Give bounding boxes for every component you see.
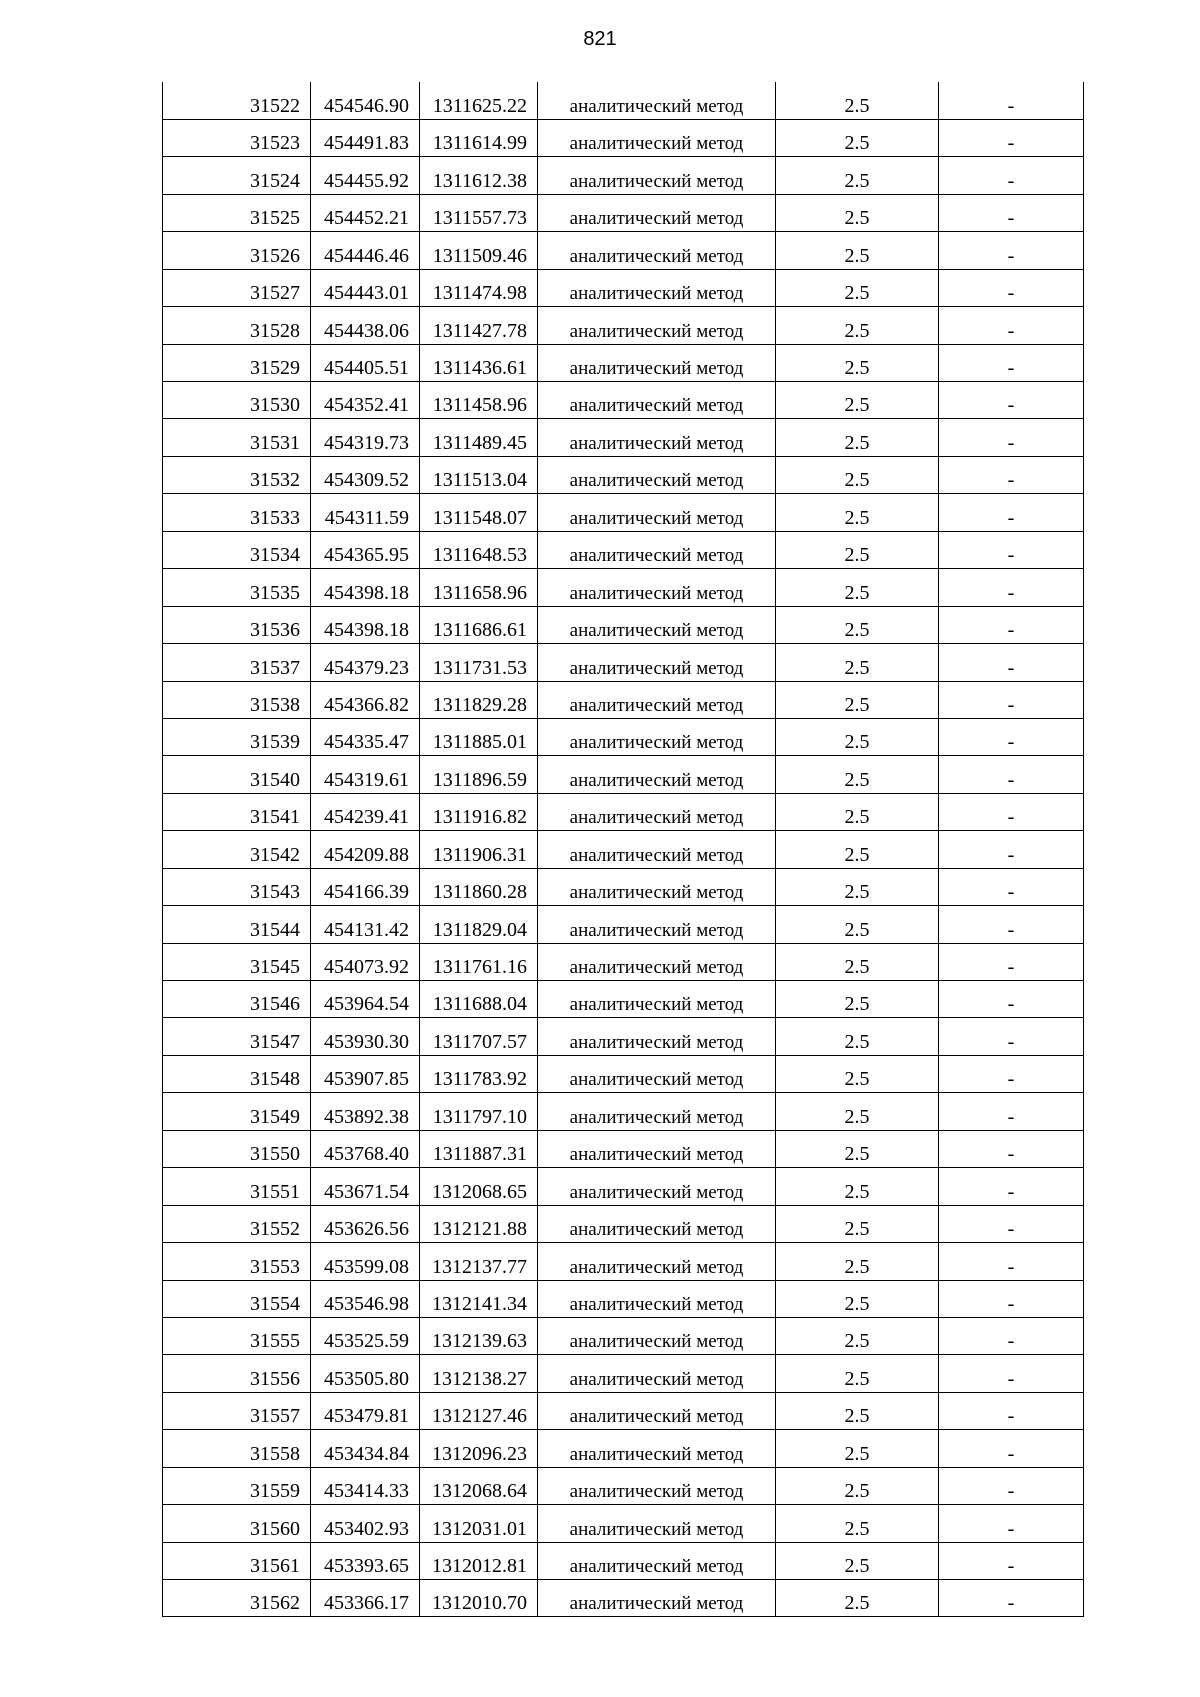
y-coordinate-cell: 1311489.45	[420, 419, 538, 456]
x-coordinate-cell: 454438.06	[311, 307, 420, 344]
accuracy-cell: 2.5	[776, 1243, 939, 1280]
y-coordinate-cell: 1311557.73	[420, 194, 538, 231]
accuracy-cell: 2.5	[776, 793, 939, 830]
x-coordinate-cell: 454309.52	[311, 456, 420, 493]
x-coordinate-cell: 454239.41	[311, 793, 420, 830]
accuracy-cell: 2.5	[776, 531, 939, 568]
note-cell: -	[939, 419, 1084, 456]
note-cell: -	[939, 1430, 1084, 1467]
accuracy-cell: 2.5	[776, 456, 939, 493]
point-number-cell: 31546	[163, 981, 311, 1018]
accuracy-cell: 2.5	[776, 1580, 939, 1617]
table-row	[163, 906, 1084, 943]
method-cell: аналитический метод	[538, 569, 776, 606]
method-cell: аналитический метод	[538, 793, 776, 830]
point-number-cell: 31542	[163, 831, 311, 868]
x-coordinate-cell: 454352.41	[311, 382, 420, 419]
method-cell: аналитический метод	[538, 307, 776, 344]
x-coordinate-cell: 454446.46	[311, 232, 420, 269]
method-cell: аналитический метод	[538, 494, 776, 531]
method-cell: аналитический метод	[538, 1355, 776, 1392]
method-cell: аналитический метод	[538, 1093, 776, 1130]
point-number-cell: 31524	[163, 157, 311, 194]
y-coordinate-cell: 1311829.28	[420, 681, 538, 718]
note-cell: -	[939, 82, 1084, 119]
note-cell: -	[939, 681, 1084, 718]
accuracy-cell: 2.5	[776, 606, 939, 643]
table-row	[163, 569, 1084, 606]
x-coordinate-cell: 454398.18	[311, 569, 420, 606]
point-number-cell: 31543	[163, 868, 311, 905]
x-coordinate-cell: 453525.59	[311, 1317, 420, 1354]
accuracy-cell: 2.5	[776, 1317, 939, 1354]
y-coordinate-cell: 1311885.01	[420, 718, 538, 755]
y-coordinate-cell: 1312012.81	[420, 1542, 538, 1579]
note-cell: -	[939, 194, 1084, 231]
x-coordinate-cell: 453930.30	[311, 1018, 420, 1055]
accuracy-cell: 2.5	[776, 1355, 939, 1392]
accuracy-cell: 2.5	[776, 1130, 939, 1167]
x-coordinate-cell: 454398.18	[311, 606, 420, 643]
table-row	[163, 1055, 1084, 1092]
method-cell: аналитический метод	[538, 606, 776, 643]
accuracy-cell: 2.5	[776, 382, 939, 419]
method-cell: аналитический метод	[538, 1055, 776, 1092]
x-coordinate-cell: 453907.85	[311, 1055, 420, 1092]
accuracy-cell: 2.5	[776, 1392, 939, 1429]
y-coordinate-cell: 1311658.96	[420, 569, 538, 606]
x-coordinate-cell: 453626.56	[311, 1205, 420, 1242]
y-coordinate-cell: 1311797.10	[420, 1093, 538, 1130]
point-number-cell: 31526	[163, 232, 311, 269]
x-coordinate-cell: 454131.42	[311, 906, 420, 943]
table-row	[163, 419, 1084, 456]
table-row	[163, 232, 1084, 269]
accuracy-cell: 2.5	[776, 269, 939, 306]
method-cell: аналитический метод	[538, 1168, 776, 1205]
accuracy-cell: 2.5	[776, 494, 939, 531]
accuracy-cell: 2.5	[776, 1430, 939, 1467]
table-row	[163, 269, 1084, 306]
method-cell: аналитический метод	[538, 194, 776, 231]
point-number-cell: 31541	[163, 793, 311, 830]
point-number-cell: 31548	[163, 1055, 311, 1092]
table-row	[163, 868, 1084, 905]
method-cell: аналитический метод	[538, 269, 776, 306]
method-cell: аналитический метод	[538, 981, 776, 1018]
note-cell: -	[939, 1018, 1084, 1055]
accuracy-cell: 2.5	[776, 831, 939, 868]
accuracy-cell: 2.5	[776, 1542, 939, 1579]
y-coordinate-cell: 1312137.77	[420, 1243, 538, 1280]
y-coordinate-cell: 1312141.34	[420, 1280, 538, 1317]
method-cell: аналитический метод	[538, 419, 776, 456]
y-coordinate-cell: 1311458.96	[420, 382, 538, 419]
note-cell: -	[939, 382, 1084, 419]
x-coordinate-cell: 453964.54	[311, 981, 420, 1018]
table-row	[163, 718, 1084, 755]
x-coordinate-cell: 454209.88	[311, 831, 420, 868]
method-cell: аналитический метод	[538, 906, 776, 943]
point-number-cell: 31545	[163, 943, 311, 980]
accuracy-cell: 2.5	[776, 569, 939, 606]
table-row	[163, 382, 1084, 419]
method-cell: аналитический метод	[538, 1243, 776, 1280]
accuracy-cell: 2.5	[776, 981, 939, 1018]
note-cell: -	[939, 456, 1084, 493]
x-coordinate-cell: 454405.51	[311, 344, 420, 381]
point-number-cell: 31549	[163, 1093, 311, 1130]
accuracy-cell: 2.5	[776, 344, 939, 381]
y-coordinate-cell: 1312068.65	[420, 1168, 538, 1205]
x-coordinate-cell: 453434.84	[311, 1430, 420, 1467]
y-coordinate-cell: 1311513.04	[420, 456, 538, 493]
y-coordinate-cell: 1312138.27	[420, 1355, 538, 1392]
method-cell: аналитический метод	[538, 1505, 776, 1542]
method-cell: аналитический метод	[538, 1467, 776, 1504]
y-coordinate-cell: 1311829.04	[420, 906, 538, 943]
y-coordinate-cell: 1311474.98	[420, 269, 538, 306]
method-cell: аналитический метод	[538, 157, 776, 194]
point-number-cell: 31547	[163, 1018, 311, 1055]
x-coordinate-cell: 453402.93	[311, 1505, 420, 1542]
table-row	[163, 1542, 1084, 1579]
y-coordinate-cell: 1311783.92	[420, 1055, 538, 1092]
accuracy-cell: 2.5	[776, 1467, 939, 1504]
table-row	[163, 1243, 1084, 1280]
point-number-cell: 31540	[163, 756, 311, 793]
y-coordinate-cell: 1311731.53	[420, 644, 538, 681]
y-coordinate-cell: 1311916.82	[420, 793, 538, 830]
table-row	[163, 1018, 1084, 1055]
accuracy-cell: 2.5	[776, 1168, 939, 1205]
point-number-cell: 31528	[163, 307, 311, 344]
note-cell: -	[939, 718, 1084, 755]
table-row	[163, 456, 1084, 493]
table-row	[163, 82, 1084, 119]
note-cell: -	[939, 868, 1084, 905]
method-cell: аналитический метод	[538, 1280, 776, 1317]
method-cell: аналитический метод	[538, 1542, 776, 1579]
method-cell: аналитический метод	[538, 531, 776, 568]
note-cell: -	[939, 119, 1084, 156]
table-row	[163, 1505, 1084, 1542]
x-coordinate-cell: 453393.65	[311, 1542, 420, 1579]
point-number-cell: 31552	[163, 1205, 311, 1242]
table-row	[163, 1280, 1084, 1317]
note-cell: -	[939, 793, 1084, 830]
x-coordinate-cell: 454073.92	[311, 943, 420, 980]
x-coordinate-cell: 454546.90	[311, 82, 420, 119]
accuracy-cell: 2.5	[776, 906, 939, 943]
point-number-cell: 31562	[163, 1580, 311, 1617]
table-row	[163, 1392, 1084, 1429]
x-coordinate-cell: 454335.47	[311, 718, 420, 755]
accuracy-cell: 2.5	[776, 1205, 939, 1242]
y-coordinate-cell: 1311860.28	[420, 868, 538, 905]
x-coordinate-cell: 453892.38	[311, 1093, 420, 1130]
y-coordinate-cell: 1311707.57	[420, 1018, 538, 1055]
coordinates-table	[162, 82, 1084, 1617]
table-row	[163, 943, 1084, 980]
table-row	[163, 1467, 1084, 1504]
y-coordinate-cell: 1312096.23	[420, 1430, 538, 1467]
x-coordinate-cell: 453366.17	[311, 1580, 420, 1617]
page-number: 821	[583, 28, 617, 50]
note-cell: -	[939, 981, 1084, 1018]
point-number-cell: 31527	[163, 269, 311, 306]
method-cell: аналитический метод	[538, 756, 776, 793]
method-cell: аналитический метод	[538, 943, 776, 980]
y-coordinate-cell: 1311688.04	[420, 981, 538, 1018]
y-coordinate-cell: 1311427.78	[420, 307, 538, 344]
note-cell: -	[939, 531, 1084, 568]
x-coordinate-cell: 454379.23	[311, 644, 420, 681]
method-cell: аналитический метод	[538, 644, 776, 681]
note-cell: -	[939, 269, 1084, 306]
note-cell: -	[939, 1317, 1084, 1354]
table-row	[163, 119, 1084, 156]
method-cell: аналитический метод	[538, 1580, 776, 1617]
note-cell: -	[939, 307, 1084, 344]
note-cell: -	[939, 1205, 1084, 1242]
point-number-cell: 31525	[163, 194, 311, 231]
point-number-cell: 31560	[163, 1505, 311, 1542]
y-coordinate-cell: 1312010.70	[420, 1580, 538, 1617]
table-row	[163, 681, 1084, 718]
note-cell: -	[939, 1055, 1084, 1092]
table-row	[163, 1355, 1084, 1392]
note-cell: -	[939, 943, 1084, 980]
x-coordinate-cell: 454166.39	[311, 868, 420, 905]
table-row	[163, 1168, 1084, 1205]
table-row	[163, 494, 1084, 531]
note-cell: -	[939, 1243, 1084, 1280]
coordinates-table-body	[163, 82, 1084, 1617]
point-number-cell: 31536	[163, 606, 311, 643]
method-cell: аналитический метод	[538, 344, 776, 381]
accuracy-cell: 2.5	[776, 307, 939, 344]
table-row	[163, 981, 1084, 1018]
method-cell: аналитический метод	[538, 382, 776, 419]
method-cell: аналитический метод	[538, 119, 776, 156]
point-number-cell: 31530	[163, 382, 311, 419]
table-row	[163, 157, 1084, 194]
y-coordinate-cell: 1311436.61	[420, 344, 538, 381]
note-cell: -	[939, 494, 1084, 531]
accuracy-cell: 2.5	[776, 1505, 939, 1542]
method-cell: аналитический метод	[538, 1130, 776, 1167]
x-coordinate-cell: 453414.33	[311, 1467, 420, 1504]
y-coordinate-cell: 1311509.46	[420, 232, 538, 269]
note-cell: -	[939, 1093, 1084, 1130]
y-coordinate-cell: 1311612.38	[420, 157, 538, 194]
accuracy-cell: 2.5	[776, 419, 939, 456]
point-number-cell: 31555	[163, 1317, 311, 1354]
y-coordinate-cell: 1311648.53	[420, 531, 538, 568]
table-row	[163, 756, 1084, 793]
accuracy-cell: 2.5	[776, 157, 939, 194]
x-coordinate-cell: 453768.40	[311, 1130, 420, 1167]
point-number-cell: 31523	[163, 119, 311, 156]
x-coordinate-cell: 454311.59	[311, 494, 420, 531]
y-coordinate-cell: 1312139.63	[420, 1317, 538, 1354]
y-coordinate-cell: 1311625.22	[420, 82, 538, 119]
note-cell: -	[939, 756, 1084, 793]
method-cell: аналитический метод	[538, 1018, 776, 1055]
note-cell: -	[939, 1130, 1084, 1167]
note-cell: -	[939, 1392, 1084, 1429]
x-coordinate-cell: 454365.95	[311, 531, 420, 568]
accuracy-cell: 2.5	[776, 681, 939, 718]
method-cell: аналитический метод	[538, 82, 776, 119]
x-coordinate-cell: 453599.08	[311, 1243, 420, 1280]
point-number-cell: 31539	[163, 718, 311, 755]
table-row	[163, 531, 1084, 568]
note-cell: -	[939, 644, 1084, 681]
method-cell: аналитический метод	[538, 1392, 776, 1429]
point-number-cell: 31538	[163, 681, 311, 718]
point-number-cell: 31532	[163, 456, 311, 493]
x-coordinate-cell: 453505.80	[311, 1355, 420, 1392]
note-cell: -	[939, 1505, 1084, 1542]
note-cell: -	[939, 906, 1084, 943]
point-number-cell: 31531	[163, 419, 311, 456]
table-row	[163, 1430, 1084, 1467]
y-coordinate-cell: 1312068.64	[420, 1467, 538, 1504]
method-cell: аналитический метод	[538, 456, 776, 493]
accuracy-cell: 2.5	[776, 194, 939, 231]
point-number-cell: 31550	[163, 1130, 311, 1167]
point-number-cell: 31557	[163, 1392, 311, 1429]
x-coordinate-cell: 454491.83	[311, 119, 420, 156]
accuracy-cell: 2.5	[776, 868, 939, 905]
note-cell: -	[939, 1580, 1084, 1617]
method-cell: аналитический метод	[538, 1430, 776, 1467]
note-cell: -	[939, 1355, 1084, 1392]
table-row	[163, 831, 1084, 868]
y-coordinate-cell: 1311548.07	[420, 494, 538, 531]
note-cell: -	[939, 831, 1084, 868]
accuracy-cell: 2.5	[776, 82, 939, 119]
accuracy-cell: 2.5	[776, 232, 939, 269]
point-number-cell: 31551	[163, 1168, 311, 1205]
y-coordinate-cell: 1311686.61	[420, 606, 538, 643]
y-coordinate-cell: 1311906.31	[420, 831, 538, 868]
point-number-cell: 31561	[163, 1542, 311, 1579]
note-cell: -	[939, 232, 1084, 269]
point-number-cell: 31533	[163, 494, 311, 531]
point-number-cell: 31558	[163, 1430, 311, 1467]
point-number-cell: 31544	[163, 906, 311, 943]
table-row	[163, 644, 1084, 681]
method-cell: аналитический метод	[538, 681, 776, 718]
table-row	[163, 307, 1084, 344]
point-number-cell: 31534	[163, 531, 311, 568]
y-coordinate-cell: 1311614.99	[420, 119, 538, 156]
table-row	[163, 606, 1084, 643]
method-cell: аналитический метод	[538, 868, 776, 905]
point-number-cell: 31529	[163, 344, 311, 381]
table-row	[163, 1317, 1084, 1354]
table-row	[163, 1580, 1084, 1617]
point-number-cell: 31535	[163, 569, 311, 606]
x-coordinate-cell: 454319.61	[311, 756, 420, 793]
point-number-cell: 31556	[163, 1355, 311, 1392]
accuracy-cell: 2.5	[776, 756, 939, 793]
table-row	[163, 194, 1084, 231]
x-coordinate-cell: 453479.81	[311, 1392, 420, 1429]
note-cell: -	[939, 569, 1084, 606]
accuracy-cell: 2.5	[776, 1280, 939, 1317]
method-cell: аналитический метод	[538, 831, 776, 868]
accuracy-cell: 2.5	[776, 1055, 939, 1092]
note-cell: -	[939, 157, 1084, 194]
x-coordinate-cell: 453671.54	[311, 1168, 420, 1205]
note-cell: -	[939, 1467, 1084, 1504]
table-row	[163, 1205, 1084, 1242]
y-coordinate-cell: 1312121.88	[420, 1205, 538, 1242]
y-coordinate-cell: 1311761.16	[420, 943, 538, 980]
y-coordinate-cell: 1312127.46	[420, 1392, 538, 1429]
y-coordinate-cell: 1311896.59	[420, 756, 538, 793]
note-cell: -	[939, 1168, 1084, 1205]
accuracy-cell: 2.5	[776, 718, 939, 755]
table-row	[163, 1130, 1084, 1167]
note-cell: -	[939, 606, 1084, 643]
x-coordinate-cell: 453546.98	[311, 1280, 420, 1317]
x-coordinate-cell: 454455.92	[311, 157, 420, 194]
table-row	[163, 793, 1084, 830]
accuracy-cell: 2.5	[776, 1018, 939, 1055]
accuracy-cell: 2.5	[776, 943, 939, 980]
x-coordinate-cell: 454443.01	[311, 269, 420, 306]
note-cell: -	[939, 1280, 1084, 1317]
point-number-cell: 31559	[163, 1467, 311, 1504]
point-number-cell: 31522	[163, 82, 311, 119]
method-cell: аналитический метод	[538, 1205, 776, 1242]
point-number-cell: 31537	[163, 644, 311, 681]
x-coordinate-cell: 454319.73	[311, 419, 420, 456]
method-cell: аналитический метод	[538, 718, 776, 755]
accuracy-cell: 2.5	[776, 119, 939, 156]
x-coordinate-cell: 454366.82	[311, 681, 420, 718]
table-row	[163, 344, 1084, 381]
point-number-cell: 31553	[163, 1243, 311, 1280]
note-cell: -	[939, 1542, 1084, 1579]
y-coordinate-cell: 1311887.31	[420, 1130, 538, 1167]
point-number-cell: 31554	[163, 1280, 311, 1317]
accuracy-cell: 2.5	[776, 1093, 939, 1130]
x-coordinate-cell: 454452.21	[311, 194, 420, 231]
y-coordinate-cell: 1312031.01	[420, 1505, 538, 1542]
table-row	[163, 1093, 1084, 1130]
accuracy-cell: 2.5	[776, 644, 939, 681]
note-cell: -	[939, 344, 1084, 381]
method-cell: аналитический метод	[538, 232, 776, 269]
method-cell: аналитический метод	[538, 1317, 776, 1354]
